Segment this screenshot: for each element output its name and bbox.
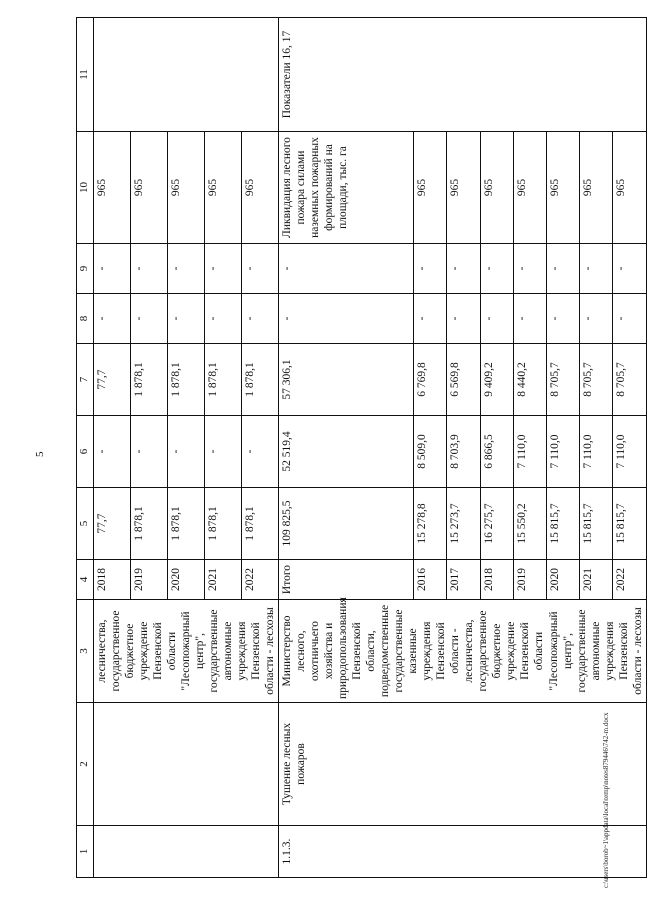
- indicator-value-cell: 965: [131, 132, 168, 244]
- local-amount-cell: -: [94, 294, 131, 344]
- year-cell: 2018: [480, 560, 513, 600]
- federal-amount-cell: 7 110,0: [613, 416, 646, 488]
- indicator-value-cell: 965: [480, 132, 513, 244]
- header-cell: 1: [77, 826, 94, 878]
- regional-amount-cell: 8 440,2: [513, 344, 546, 416]
- federal-amount-cell: -: [131, 416, 168, 488]
- other-amount-cell: -: [242, 244, 279, 294]
- local-amount-cell: -: [279, 294, 414, 344]
- regional-amount-cell: 1 878,1: [168, 344, 205, 416]
- other-amount-cell: -: [513, 244, 546, 294]
- file-path-footer: c:\users\borob~1\appdata\local\temp\notes879446\742-m.docx: [602, 712, 610, 888]
- year-cell: 2020: [546, 560, 579, 600]
- regional-amount-cell: 6 569,8: [447, 344, 480, 416]
- regional-amount-cell: 8 705,7: [546, 344, 579, 416]
- federal-amount-cell: 8 703,9: [447, 416, 480, 488]
- program-table: [76, 17, 647, 878]
- total-amount-cell: 1 878,1: [131, 488, 168, 560]
- header-row: [77, 18, 94, 878]
- indicator-ref-cell: [94, 18, 279, 132]
- other-amount-cell: -: [580, 244, 613, 294]
- indicator-name-cell: Ликвидация лесного пожара силами наземных пожарных формирований на площади, тыс. га: [279, 132, 414, 244]
- header-cell: 4: [77, 560, 94, 600]
- table-row: [94, 18, 131, 878]
- indicator-value-cell: 965: [242, 132, 279, 244]
- local-amount-cell: -: [168, 294, 205, 344]
- total-amount-cell: 1 878,1: [242, 488, 279, 560]
- federal-amount-cell: -: [205, 416, 242, 488]
- other-amount-cell: -: [205, 244, 242, 294]
- federal-amount-cell: 7 110,0: [513, 416, 546, 488]
- total-amount-cell: 15 550,2: [513, 488, 546, 560]
- year-cell: 2020: [168, 560, 205, 600]
- regional-amount-cell: 1 878,1: [131, 344, 168, 416]
- local-amount-cell: -: [580, 294, 613, 344]
- federal-amount-cell: -: [94, 416, 131, 488]
- total-amount-cell: 15 815,7: [546, 488, 579, 560]
- page-number: 5: [34, 451, 46, 457]
- total-amount-cell: 16 275,7: [480, 488, 513, 560]
- regional-amount-cell: 9 409,2: [480, 344, 513, 416]
- year-cell: 2019: [131, 560, 168, 600]
- activity-cell: [94, 703, 279, 826]
- header-cell: 8: [77, 294, 94, 344]
- table-body: [77, 18, 647, 878]
- other-amount-cell: -: [447, 244, 480, 294]
- indicator-value-cell: 965: [580, 132, 613, 244]
- local-amount-cell: -: [131, 294, 168, 344]
- total-amount-cell: 1 878,1: [205, 488, 242, 560]
- local-amount-cell: -: [546, 294, 579, 344]
- header-cell: 7: [77, 344, 94, 416]
- other-amount-cell: -: [546, 244, 579, 294]
- indicator-value-cell: 965: [546, 132, 579, 244]
- year-cell: 2017: [447, 560, 480, 600]
- local-amount-cell: -: [242, 294, 279, 344]
- indicator-value-cell: 965: [447, 132, 480, 244]
- indicator-value-cell: 965: [613, 132, 646, 244]
- number-cell: [94, 826, 279, 878]
- local-amount-cell: -: [447, 294, 480, 344]
- local-amount-cell: -: [205, 294, 242, 344]
- other-amount-cell: -: [480, 244, 513, 294]
- other-amount-cell: -: [131, 244, 168, 294]
- header-cell: 5: [77, 488, 94, 560]
- other-amount-cell: -: [94, 244, 131, 294]
- federal-amount-cell: 6 866,5: [480, 416, 513, 488]
- total-amount-cell: 1 878,1: [168, 488, 205, 560]
- regional-amount-cell: 8 705,7: [613, 344, 646, 416]
- year-cell: 2022: [242, 560, 279, 600]
- regional-amount-cell: 8 705,7: [580, 344, 613, 416]
- indicator-value-cell: 965: [513, 132, 546, 244]
- other-amount-cell: -: [414, 244, 447, 294]
- activity-cell: Тушение лесных пожаров: [279, 703, 646, 826]
- indicator-value-cell: 965: [168, 132, 205, 244]
- header-cell: 10: [77, 132, 94, 244]
- total-amount-cell: 109 825,5: [279, 488, 414, 560]
- year-cell: 2022: [613, 560, 646, 600]
- regional-amount-cell: 6 769,8: [414, 344, 447, 416]
- year-cell: 2021: [205, 560, 242, 600]
- indicator-value-cell: 965: [94, 132, 131, 244]
- header-cell: 9: [77, 244, 94, 294]
- executor-cell: Министерство лесного, охотничьего хозяйства и природопользования Пензенской области, подведомственные государственные казенные учреждения Пензенской области - лесничества, государственное бюджетное учреждение Пензенской области "Лесопожарный центр", государственные автономные учреждения Пензенской области - лесхозы: [279, 600, 646, 703]
- federal-amount-cell: -: [168, 416, 205, 488]
- federal-amount-cell: 8 509,0: [414, 416, 447, 488]
- header-cell: 11: [77, 18, 94, 132]
- indicator-value-cell: 965: [205, 132, 242, 244]
- other-amount-cell: -: [168, 244, 205, 294]
- federal-amount-cell: 7 110,0: [546, 416, 579, 488]
- total-amount-cell: 77,7: [94, 488, 131, 560]
- other-amount-cell: -: [279, 244, 414, 294]
- executor-cell: лесничества, государственное бюджетное учреждение Пензенской области "Лесопожарный центр", государственные автономные учреждения Пензенской области - лесхозы: [94, 600, 279, 703]
- number-cell: 1.1.3.: [279, 826, 646, 878]
- local-amount-cell: -: [414, 294, 447, 344]
- header-cell: 2: [77, 703, 94, 826]
- other-amount-cell: -: [613, 244, 646, 294]
- total-amount-cell: 15 815,7: [613, 488, 646, 560]
- local-amount-cell: -: [480, 294, 513, 344]
- local-amount-cell: -: [613, 294, 646, 344]
- indicator-value-cell: 965: [414, 132, 447, 244]
- year-cell: Итого: [279, 560, 414, 600]
- year-cell: 2019: [513, 560, 546, 600]
- header-cell: 3: [77, 600, 94, 703]
- table-row: [279, 18, 414, 878]
- header-cell: 6: [77, 416, 94, 488]
- indicator-ref-cell: Показатели 16, 17: [279, 18, 646, 132]
- federal-amount-cell: -: [242, 416, 279, 488]
- regional-amount-cell: 77,7: [94, 344, 131, 416]
- year-cell: 2018: [94, 560, 131, 600]
- regional-amount-cell: 57 306,1: [279, 344, 414, 416]
- total-amount-cell: 15 815,7: [580, 488, 613, 560]
- regional-amount-cell: 1 878,1: [242, 344, 279, 416]
- total-amount-cell: 15 273,7: [447, 488, 480, 560]
- year-cell: 2021: [580, 560, 613, 600]
- year-cell: 2016: [414, 560, 447, 600]
- local-amount-cell: -: [513, 294, 546, 344]
- federal-amount-cell: 52 519,4: [279, 416, 414, 488]
- regional-amount-cell: 1 878,1: [205, 344, 242, 416]
- federal-amount-cell: 7 110,0: [580, 416, 613, 488]
- total-amount-cell: 15 278,8: [414, 488, 447, 560]
